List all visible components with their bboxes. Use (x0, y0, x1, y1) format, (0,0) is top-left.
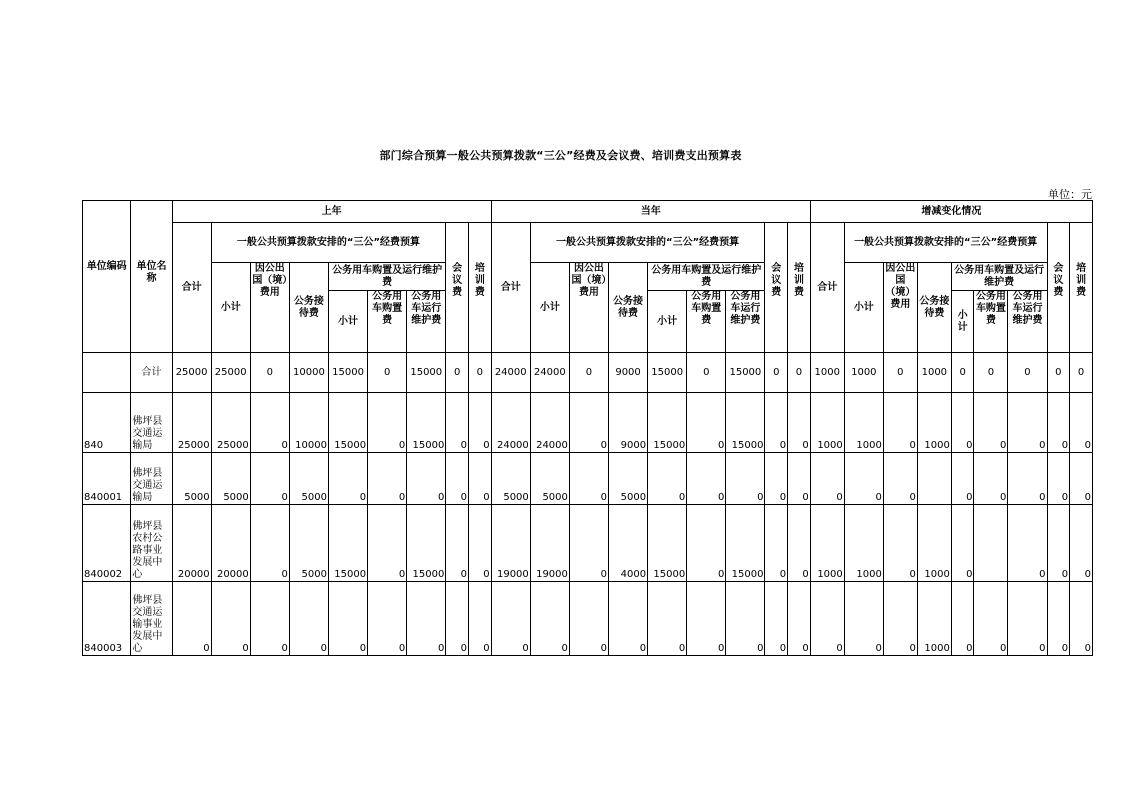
header-change-reception: 公务接待费 (917, 263, 951, 353)
value-cell (917, 453, 951, 505)
value-cell: 0 (844, 582, 883, 656)
value-cell: 0 (368, 393, 407, 453)
unit-name-cell: 佛坪县农村公路事业发展中心 (131, 505, 172, 582)
value-cell: 0 (569, 505, 608, 582)
value-cell: 19000 (491, 505, 530, 582)
value-cell: 0 (446, 353, 469, 393)
value-cell: 10000 (289, 353, 328, 393)
value-cell: 15000 (407, 393, 446, 453)
value-cell: 24000 (491, 353, 530, 393)
value-cell: 9000 (609, 393, 648, 453)
value-cell: 0 (569, 353, 608, 393)
value-cell: 0 (1008, 393, 1047, 453)
value-cell: 0 (446, 393, 469, 453)
unit-name-cell: 佛坪县交通运输局 (131, 393, 172, 453)
value-cell: 1000 (917, 393, 951, 453)
value-cell: 15000 (328, 505, 367, 582)
value-cell: 0 (883, 505, 917, 582)
value-cell: 0 (1070, 505, 1093, 582)
header-curr-total: 合计 (491, 223, 530, 353)
value-cell: 0 (172, 582, 211, 656)
value-cell: 1000 (917, 582, 951, 656)
value-cell: 0 (328, 453, 367, 505)
value-cell: 15000 (648, 353, 687, 393)
value-cell (974, 505, 1008, 582)
value-cell: 0 (765, 393, 788, 453)
value-cell: 1000 (917, 505, 951, 582)
unit-label: 单位：元 (1048, 188, 1092, 201)
header-curr-meeting: 会议费 (765, 223, 788, 353)
header-curr-vehicle: 公务用车购置及运行维护费 (648, 263, 765, 291)
header-curr-vehicle-buy: 公务用车购置费 (687, 291, 726, 353)
value-cell: 0 (530, 582, 569, 656)
value-cell: 5000 (609, 453, 648, 505)
table-row (83, 505, 1093, 582)
header-prev-subtotal: 小计 (211, 263, 250, 353)
value-cell: 0 (468, 505, 491, 582)
value-cell: 0 (250, 393, 289, 453)
header-curr-training: 培训费 (788, 223, 811, 353)
value-cell: 0 (446, 505, 469, 582)
value-cell: 1000 (844, 393, 883, 453)
header-change-abroad: 因公出国（境）费用 (883, 263, 917, 353)
header-prev-training: 培训费 (468, 223, 491, 353)
value-cell: 24000 (491, 393, 530, 453)
value-cell: 0 (468, 353, 491, 393)
header-change-vehicle: 公务用车购置及运行维护费 (951, 263, 1047, 291)
value-cell: 1000 (810, 505, 844, 582)
value-cell: 0 (883, 353, 917, 393)
value-cell: 1000 (810, 353, 844, 393)
value-cell: 0 (328, 582, 367, 656)
value-cell: 0 (446, 453, 469, 505)
value-cell: 15000 (726, 505, 765, 582)
value-cell: 0 (468, 393, 491, 453)
value-cell: 0 (788, 505, 811, 582)
value-cell: 0 (788, 453, 811, 505)
value-cell: 0 (687, 353, 726, 393)
value-cell: 5000 (491, 453, 530, 505)
value-cell: 0 (648, 453, 687, 505)
value-cell: 15000 (648, 505, 687, 582)
header-curr-reception: 公务接待费 (609, 263, 648, 353)
value-cell: 0 (609, 582, 648, 656)
value-cell: 1000 (844, 353, 883, 393)
value-cell: 0 (788, 582, 811, 656)
header-curr-subtotal: 小计 (530, 263, 569, 353)
unit-code-cell: 840001 (83, 453, 131, 505)
table-row (83, 353, 1093, 393)
value-cell: 5000 (289, 505, 328, 582)
header-change-subtotal: 小计 (844, 263, 883, 353)
table-title: 部门综合预算一般公共预算拨款“三公”经费及会议费、培训费支出预算表 (379, 149, 742, 162)
value-cell: 0 (951, 505, 974, 582)
value-cell: 0 (407, 453, 446, 505)
value-cell: 15000 (726, 393, 765, 453)
value-cell: 0 (1047, 582, 1070, 656)
value-cell: 0 (1047, 353, 1070, 393)
header-curr-abroad: 因公出国（境）费用 (569, 263, 608, 353)
value-cell: 0 (883, 582, 917, 656)
value-cell: 0 (687, 582, 726, 656)
value-cell: 0 (1047, 505, 1070, 582)
value-cell: 1000 (844, 505, 883, 582)
value-cell: 0 (1070, 453, 1093, 505)
value-cell: 0 (368, 353, 407, 393)
header-change-vehicle-buy: 公务用车购置费 (974, 291, 1008, 353)
value-cell: 0 (951, 353, 974, 393)
value-cell: 0 (726, 453, 765, 505)
value-cell: 0 (368, 582, 407, 656)
header-prev-reception: 公务接待费 (289, 263, 328, 353)
value-cell: 0 (368, 505, 407, 582)
value-cell: 0 (883, 393, 917, 453)
header-prev-abroad: 因公出国（境）费用 (250, 263, 289, 353)
value-cell: 15000 (407, 353, 446, 393)
header-change: 增减变化情况 (810, 201, 1092, 223)
value-cell: 0 (810, 453, 844, 505)
value-cell: 0 (491, 582, 530, 656)
value-cell: 0 (1070, 353, 1093, 393)
header-curr-vehicle-run: 公务用车运行维护费 (726, 291, 765, 353)
value-cell: 0 (648, 582, 687, 656)
value-cell: 0 (687, 393, 726, 453)
value-cell: 0 (1047, 393, 1070, 453)
header-change-meeting: 会议费 (1047, 223, 1070, 353)
unit-name-cell: 佛坪县交通运输局 (131, 453, 172, 505)
unit-code-cell (83, 353, 131, 393)
value-cell: 0 (765, 353, 788, 393)
value-cell: 0 (951, 393, 974, 453)
value-cell: 24000 (530, 393, 569, 453)
value-cell: 0 (1070, 582, 1093, 656)
value-cell: 25000 (211, 353, 250, 393)
value-cell: 0 (788, 353, 811, 393)
header-prev-total: 合计 (172, 223, 211, 353)
value-cell: 0 (687, 453, 726, 505)
value-cell: 0 (687, 505, 726, 582)
value-cell: 0 (765, 505, 788, 582)
value-cell: 0 (250, 505, 289, 582)
header-prev-vehicle: 公务用车购置及运行维护费 (328, 263, 445, 291)
value-cell: 5000 (289, 453, 328, 505)
value-cell: 0 (250, 353, 289, 393)
value-cell: 25000 (211, 393, 250, 453)
header-prev-sangong: 一般公共预算拨款安排的“三公”经费预算 (211, 223, 446, 263)
value-cell: 0 (726, 582, 765, 656)
value-cell: 0 (250, 453, 289, 505)
table-row (83, 582, 1093, 656)
value-cell: 0 (1047, 453, 1070, 505)
value-cell: 0 (1008, 505, 1047, 582)
value-cell: 0 (810, 582, 844, 656)
value-cell: 15000 (328, 353, 367, 393)
value-cell: 0 (883, 453, 917, 505)
table-row (83, 453, 1093, 505)
header-prev-meeting: 会议费 (446, 223, 469, 353)
header-prev-year: 上年 (172, 201, 491, 223)
value-cell: 0 (951, 453, 974, 505)
value-cell: 0 (407, 582, 446, 656)
header-change-vehicle-run: 公务用车运行维护费 (1008, 291, 1047, 353)
value-cell: 5000 (530, 453, 569, 505)
table-row (83, 393, 1093, 453)
value-cell: 25000 (172, 393, 211, 453)
header-change-training: 培训费 (1070, 223, 1093, 353)
header-curr-sangong: 一般公共预算拨款安排的“三公”经费预算 (530, 223, 765, 263)
header-prev-vehicle-buy: 公务用车购置费 (368, 291, 407, 353)
header-curr-year: 当年 (491, 201, 810, 223)
budget-table (82, 200, 1093, 656)
unit-name-cell: 合计 (131, 353, 172, 393)
value-cell: 20000 (211, 505, 250, 582)
value-cell: 9000 (609, 353, 648, 393)
header-prev-vehicle-run: 公务用车运行维护费 (407, 291, 446, 353)
value-cell: 4000 (609, 505, 648, 582)
value-cell: 0 (765, 453, 788, 505)
unit-code-cell: 840 (83, 393, 131, 453)
header-change-vehicle-sub: 小计 (951, 291, 974, 353)
value-cell: 0 (289, 582, 328, 656)
value-cell: 15000 (407, 505, 446, 582)
value-cell: 0 (844, 453, 883, 505)
value-cell: 0 (765, 582, 788, 656)
value-cell: 0 (974, 453, 1008, 505)
header-change-sangong: 一般公共预算拨款安排的“三公”经费预算 (844, 223, 1047, 263)
header-curr-vehicle-sub: 小计 (648, 291, 687, 353)
value-cell: 5000 (211, 453, 250, 505)
value-cell: 10000 (289, 393, 328, 453)
value-cell: 0 (368, 453, 407, 505)
value-cell: 0 (569, 453, 608, 505)
unit-code-cell: 840002 (83, 505, 131, 582)
value-cell: 0 (1008, 453, 1047, 505)
value-cell: 1000 (917, 353, 951, 393)
value-cell: 24000 (530, 353, 569, 393)
value-cell: 0 (974, 393, 1008, 453)
value-cell: 19000 (530, 505, 569, 582)
value-cell: 15000 (726, 353, 765, 393)
unit-code-cell: 840003 (83, 582, 131, 656)
value-cell: 5000 (172, 453, 211, 505)
header-unit-name: 单位名称 (131, 201, 172, 353)
value-cell: 0 (569, 582, 608, 656)
value-cell: 0 (1008, 582, 1047, 656)
value-cell: 20000 (172, 505, 211, 582)
value-cell: 0 (974, 353, 1008, 393)
value-cell: 0 (951, 582, 974, 656)
value-cell: 1000 (810, 393, 844, 453)
value-cell: 15000 (648, 393, 687, 453)
value-cell: 0 (468, 453, 491, 505)
value-cell: 0 (788, 393, 811, 453)
value-cell: 0 (569, 393, 608, 453)
value-cell: 0 (468, 582, 491, 656)
unit-name-cell: 佛坪县交通运输事业发展中心 (131, 582, 172, 656)
value-cell: 15000 (328, 393, 367, 453)
value-cell: 0 (250, 582, 289, 656)
value-cell: 0 (211, 582, 250, 656)
value-cell: 25000 (172, 353, 211, 393)
header-prev-vehicle-sub: 小计 (328, 291, 367, 353)
header-unit-code: 单位编码 (83, 201, 131, 353)
value-cell: 0 (1008, 353, 1047, 393)
value-cell: 0 (974, 582, 1008, 656)
header-change-total: 合计 (810, 223, 844, 353)
value-cell: 0 (1070, 393, 1093, 453)
value-cell: 0 (446, 582, 469, 656)
